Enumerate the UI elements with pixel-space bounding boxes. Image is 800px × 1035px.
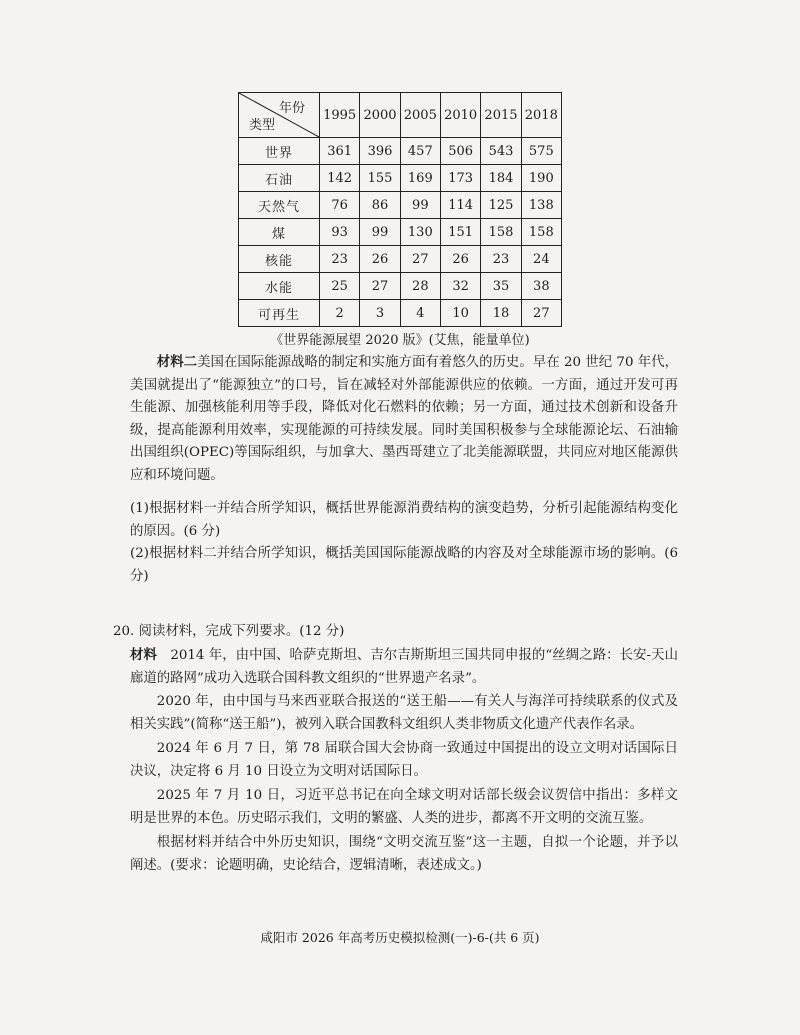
- q20-material-label: 材料: [130, 647, 157, 663]
- material-two-text: 美国在国际能源战略的制定和实施方面有着悠久的历史。早在 20 世纪 70 年代，美国就提出了“能源独立”的口号，旨在减轻对外部能源供应的依赖。一方面，通过开发可再生能源、加强核能利用等手段，降低对化石燃料的依赖；另一方面，通过技术创新和设备升级，提高能源利用效率，实现能源的可持续发展。同时美国积极参与全球能源论坛、石油输出国组织(OPEC)等国际组织，与加拿大、墨西哥建立了北美能源联盟，共同应对地区能源供应和环境问题。: [130, 355, 679, 483]
- table-cell: 506: [440, 138, 480, 165]
- table-cell: 155: [360, 165, 400, 192]
- table-cell: 4: [400, 300, 440, 327]
- table-cell: 169: [400, 165, 440, 192]
- table-cell: 396: [360, 138, 400, 165]
- table-cell: 25: [320, 273, 360, 300]
- q20-paragraph-2: 2020 年，由中国与马来西亚联合报送的“送王船——有关人与海洋可持续联系的仪式及相关实践”(简称“送王船”)，被列入联合国教科文组织人类非物质文化遗产代表作名录。: [130, 694, 678, 732]
- table-cell: 28: [400, 273, 440, 300]
- table-cell: 10: [440, 300, 480, 327]
- q20-p1-text: 2014 年，由中国、哈萨克斯坦、吉尔吉斯斯坦三国共同申报的“丝绸之路：长安-天山廊道的路网”成功入选联合国科教文组织的“世界遗产名录”。: [130, 648, 679, 686]
- table-cell: 27: [360, 273, 400, 300]
- year-header: 2015: [481, 93, 521, 138]
- energy-type-cell: 可再生: [239, 300, 320, 327]
- question-20-heading: 20. 阅读材料，完成下列要求。(12 分): [113, 624, 345, 639]
- table-cell: 125: [481, 192, 521, 219]
- question-2: (2)根据材料二并结合所学知识，概括美国国际能源战略的内容及对全球能源市场的影响。(6 分): [130, 546, 678, 584]
- table-cell: 99: [400, 192, 440, 219]
- table-cell: 130: [400, 219, 440, 246]
- year-header: 2005: [400, 93, 440, 138]
- table-cell: 35: [481, 273, 521, 300]
- energy-type-cell: 煤: [239, 219, 320, 246]
- page-footer: 咸阳市 2026 年高考历史模拟检测(一)-6-(共 6 页): [260, 930, 540, 945]
- energy-type-cell: 水能: [239, 273, 320, 300]
- corner-label-type: 类型: [249, 118, 276, 133]
- table-header-row: [239, 93, 562, 138]
- table-cell: 38: [521, 273, 561, 300]
- year-header: 1995: [320, 93, 360, 138]
- table-cell: 76: [320, 192, 360, 219]
- q20-paragraph-5: 根据材料并结合中外历史知识，围绕“文明交流互鉴”这一主题，自拟一个论题，并予以阐述。(要求：论题明确，史论结合，逻辑清晰，表述成文。): [130, 835, 678, 873]
- year-header: 2000: [360, 93, 400, 138]
- table-cell: 361: [320, 138, 360, 165]
- table-cell: 27: [521, 300, 561, 327]
- table-row: [239, 192, 562, 219]
- table-cell: 184: [481, 165, 521, 192]
- table-row: [239, 219, 562, 246]
- table-cell: 93: [320, 219, 360, 246]
- table-cell: 18: [481, 300, 521, 327]
- table-cell: 32: [440, 273, 480, 300]
- table-row: [239, 246, 562, 273]
- table-cell: 26: [360, 246, 400, 273]
- table-cell: 24: [521, 246, 561, 273]
- energy-type-cell: 石油: [239, 165, 320, 192]
- table-cell: 26: [440, 246, 480, 273]
- q20-paragraph-1: [130, 644, 678, 690]
- table-cell: 158: [481, 219, 521, 246]
- material-two-label: 材料二: [156, 354, 198, 370]
- table-cell: 86: [360, 192, 400, 219]
- table-cell: 114: [440, 192, 480, 219]
- table-cell: 27: [400, 246, 440, 273]
- table-corner-cell: [239, 93, 320, 138]
- table-cell: 142: [320, 165, 360, 192]
- year-header: 2010: [440, 93, 480, 138]
- material-two-paragraph: [130, 351, 678, 487]
- table-cell: 151: [440, 219, 480, 246]
- q20-paragraph-4: 2025 年 7 月 10 日，习近平总书记在向全球文明对话部长级会议贺信中指出：多样文明是世界的本色。历史昭示我们，文明的繁盛、人类的进步，都离不开文明的交流互鉴。: [130, 788, 678, 826]
- table-cell: 575: [521, 138, 561, 165]
- table-row: [239, 273, 562, 300]
- year-header: 2018: [521, 93, 561, 138]
- table-cell: 457: [400, 138, 440, 165]
- table-cell: 543: [481, 138, 521, 165]
- table-source-caption: 《世界能源展望 2020 版》(艾焦，能量单位): [270, 333, 530, 348]
- table-cell: 23: [320, 246, 360, 273]
- table-cell: 99: [360, 219, 400, 246]
- table-cell: 23: [481, 246, 521, 273]
- corner-label-year: 年份: [278, 101, 305, 116]
- energy-type-cell: 世界: [239, 138, 320, 165]
- energy-type-cell: 核能: [239, 246, 320, 273]
- table-cell: 138: [521, 192, 561, 219]
- question-1: (1)根据材料一并结合所学知识，概括世界能源消费结构的演变趋势，分析引起能源结构变化的原因。(6 分): [130, 501, 678, 539]
- table-cell: 190: [521, 165, 561, 192]
- energy-consumption-table: [238, 92, 562, 327]
- table-cell: 2: [320, 300, 360, 327]
- table-row: [239, 138, 562, 165]
- table-cell: 3: [360, 300, 400, 327]
- q20-paragraph-3: 2024 年 6 月 7 日，第 78 届联合国大会协商一致通过中国提出的设立文明对话国际日决议，决定将 6 月 10 日设立为文明对话国际日。: [130, 741, 678, 779]
- table-cell: 173: [440, 165, 480, 192]
- energy-type-cell: 天然气: [239, 192, 320, 219]
- table-cell: 158: [521, 219, 561, 246]
- table-row: [239, 300, 562, 327]
- table-row: [239, 165, 562, 192]
